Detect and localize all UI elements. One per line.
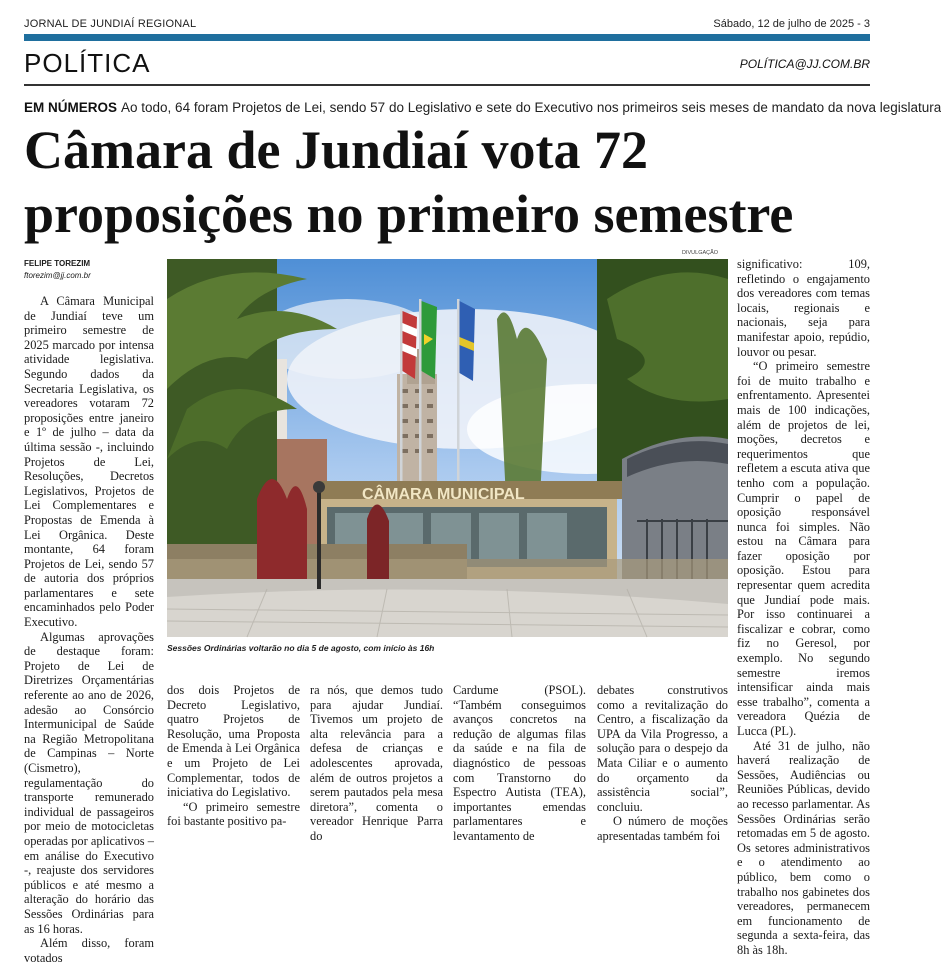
section-rule — [24, 84, 870, 86]
kicker-text: Ao todo, 64 foram Projetos de Lei, sendo 57 do Legislativo e sete do Executivo nos primeiros seis meses de mandato da nova legislatura — [121, 100, 941, 115]
header-rule — [24, 34, 870, 41]
byline — [24, 259, 91, 280]
paragraph: Além disso, foram votados — [24, 936, 154, 965]
paragraph: Algumas aprovações de destaque foram: Projeto de Lei de Diretrizes Orçamentárias referente ao ano de 2026, adesão ao Consórcio Intermunicipal de Saúde na Região Metropolitana de Campinas – Norte (Cismetro), regulamentação do transporte remunerado individual de passageiros por meio de motocicletas operadas por aplicativos – em análise do Executivo -, reajuste dos servidores públicos e até mesmo a alteração do horário das Sessões Ordinárias para as 16 horas. — [24, 629, 154, 936]
section-title: POLÍTICA — [24, 48, 151, 78]
paragraph: dos dois Projetos de Decreto Legislativo, quatro Projetos de Resolução, uma Proposta de Emenda à Lei Orgânica e um Projeto de Lei Complementar, todos de iniciativa do Legislativo. — [167, 683, 300, 800]
date-page-number: Sábado, 12 de julho de 2025 - 3 — [713, 18, 870, 30]
author-email[interactable]: ftorezim@jj.com.br — [24, 271, 91, 280]
article-photo — [167, 259, 728, 637]
photo-credit: DIVULGAÇÃO — [682, 250, 719, 256]
body-column-4 — [453, 683, 586, 843]
section-email[interactable]: POLÍTICA@JJ.COM.BR — [739, 57, 870, 71]
body-column-6 — [737, 257, 870, 957]
publication-name: JORNAL DE JUNDIAÍ REGIONAL — [24, 18, 197, 30]
paragraph: significativo: 109, refletindo o engajamento dos vereadores com temas locais, regionais e nacionais, seja para manifestar apoio, repúdio, louvor ou pesar. — [737, 257, 870, 359]
body-column-3 — [310, 683, 443, 843]
kicker-label: EM NÚMEROS — [24, 100, 118, 115]
paragraph: O número de moções apresentadas também foi — [597, 814, 728, 843]
top-bar — [24, 18, 870, 32]
body-column-1 — [24, 294, 154, 965]
paragraph: ra nós, que demos tudo para ajudar Jundiaí. Tivemos um projeto de alta relevância para a defesa de crianças e adolescentes aprovada, além de outros projetos a serem pautados pela mesa diretora”, comenta o vereador Henrique Parra do — [310, 683, 443, 843]
headline: Câmara de Jundiaí vota 72 proposições no primeiro semestre — [24, 120, 794, 244]
paragraph: “O primeiro semestre foi de muito trabalho e enfrentamento. Apresentei mais de 100 indicações, além de projetos de lei, moções, decretos e requerimentos que refletem a escuta ativa que tenho com a população. Cumprir o papel de oposição responsável nunca foi simples. Não estou na Câmara para fazer oposição por oposição. Estou para representar quem acredita que Jundiaí pode mais. Por isso continuarei a fiscalizar e cobrar, como fiz no Geresol, por exemplo. No segundo semestre iremos intensificar ainda mais esse trabalho”, comenta a vereadora Quézia de Lucca (PL). — [737, 359, 870, 738]
body-column-2 — [167, 683, 300, 829]
photo-caption: Sessões Ordinárias voltarão no dia 5 de agosto, com início às 16h — [167, 643, 435, 653]
paragraph: Até 31 de julho, não haverá realização de Sessões, Audiências ou Reuniões Públicas, devido ao recesso parlamentar. As Sessões Ordinárias serão retomadas em 5 de agosto. Os setores administrativos e o atendimento ao público, bem como o trabalho nos gabinetes dos vereadores, permanecem em funcionamento de segunda a sexta-feira, das 8h às 18h. — [737, 738, 870, 957]
paragraph: “O primeiro semestre foi bastante positivo pa- — [167, 799, 300, 829]
body-column-5 — [597, 683, 728, 843]
author-name: FELIPE TOREZIM — [24, 259, 91, 268]
paragraph: debates construtivos como a revitalização do Centro, a fiscalização da UPA da Vila Progresso, a solução para o despejo da Mata Ciliar e o aumento do orçamento da assistência social”, concluiu. — [597, 683, 728, 814]
svg-text:CÂMARA MUNICIPAL: CÂMARA MUNICIPAL — [362, 486, 525, 503]
paragraph: Cardume (PSOL). “Também conseguimos avanços concretos na redução de algumas filas da saúde e na fila de diagnóstico de pessoas com Transtorno do Espectro Autista (TEA), importantes emendas parlamentares e levantamento de — [453, 683, 586, 843]
kicker — [24, 100, 941, 115]
paragraph: A Câmara Municipal de Jundiaí teve um primeiro semestre de 2025 marcado por intensa atividade legislativa. Segundo dados da Secretaria Legislativa, os vereadores votaram 72 proposições entre janeiro e 1º de julho – data da última sessão -, incluindo Projetos de Lei, Resoluções, Decretos Legislativos, Projetos de Lei Complementares e Propostas de Emenda à Lei Orgânica. Deste montante, 64 foram Projetos de Lei, sendo 57 de autoria dos próprios parlamentares e sete encaminhados pelo Poder Executivo. — [24, 294, 154, 630]
